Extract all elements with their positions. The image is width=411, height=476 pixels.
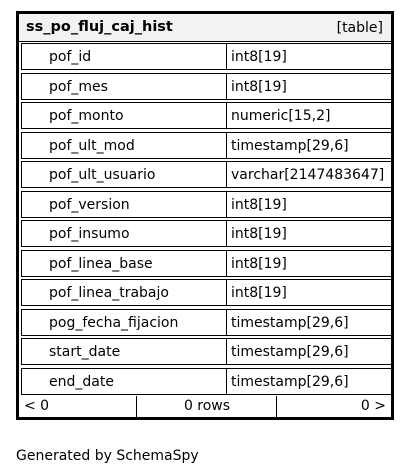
column-type-cell [226, 191, 394, 218]
column-name-cell [21, 338, 227, 365]
column-name: pof_linea_trabajo [49, 285, 169, 301]
column-type-cell [226, 220, 394, 247]
column-type: timestamp[29,6] [231, 137, 349, 154]
column-row[interactable] [19, 308, 391, 337]
column-type: int8[19] [231, 78, 287, 95]
parents-count-cell [19, 396, 137, 417]
children-count: 0 > [360, 398, 386, 414]
column-name-cell [21, 220, 227, 247]
column-type: timestamp[29,6] [231, 314, 349, 331]
table-kind-label: [table] [336, 20, 383, 36]
column-name: pof_insumo [49, 226, 130, 242]
column-type-cell [226, 102, 394, 129]
column-type: int8[19] [231, 196, 287, 213]
generated-by-text: Generated by SchemaSpy [16, 448, 199, 464]
column-type-cell [226, 73, 394, 100]
column-name: start_date [49, 344, 121, 360]
column-name-cell [21, 102, 227, 129]
column-name: pof_monto [49, 108, 124, 124]
column-row[interactable] [19, 131, 391, 160]
parents-count: < 0 [24, 398, 50, 414]
column-type: timestamp[29,6] [231, 344, 349, 360]
column-name: pof_linea_base [49, 255, 153, 272]
column-type-cell [226, 338, 394, 365]
children-count-cell [277, 396, 391, 417]
column-row[interactable] [19, 72, 391, 101]
column-type-cell [226, 250, 394, 277]
column-name-cell [21, 132, 227, 159]
table-name: ss_po_fluj_caj_hist [26, 19, 173, 35]
column-row[interactable] [19, 190, 391, 219]
column-type: varchar[2147483647] [231, 167, 385, 183]
column-name-cell [21, 250, 227, 277]
column-type-cell [226, 309, 394, 336]
column-row[interactable] [19, 160, 391, 189]
column-type-cell [226, 279, 394, 306]
column-name-cell [21, 161, 227, 188]
row-count: 0 rows [183, 398, 231, 414]
column-type-cell [226, 43, 394, 70]
column-name: pof_id [49, 49, 92, 65]
column-name-cell [21, 368, 227, 395]
column-type: numeric[15,2] [231, 108, 331, 124]
column-type-cell [226, 368, 394, 395]
column-row[interactable] [19, 219, 391, 248]
column-type-cell [226, 132, 394, 159]
column-name: pof_ult_usuario [49, 167, 156, 183]
column-type: int8[19] [231, 285, 287, 301]
row-count-cell [137, 396, 277, 417]
column-type: int8[19] [231, 255, 287, 272]
column-name: pof_version [49, 196, 130, 213]
column-name: pof_ult_mod [49, 137, 135, 154]
column-name-cell [21, 73, 227, 100]
column-type-cell [226, 161, 394, 188]
table-footer [19, 396, 391, 417]
table-header [19, 14, 391, 42]
column-type: int8[19] [231, 226, 287, 242]
column-name: pog_fecha_fijacion [49, 314, 179, 331]
table-node[interactable] [16, 11, 394, 420]
column-type: timestamp[29,6] [231, 373, 349, 390]
column-row[interactable] [19, 367, 391, 396]
column-name-cell [21, 191, 227, 218]
column-row[interactable] [19, 101, 391, 130]
column-row[interactable] [19, 249, 391, 278]
column-name-cell [21, 43, 227, 70]
column-row[interactable] [19, 337, 391, 366]
column-name: pof_mes [49, 78, 108, 95]
column-name-cell [21, 279, 227, 306]
column-row[interactable] [19, 42, 391, 71]
column-type: int8[19] [231, 49, 287, 65]
column-name-cell [21, 309, 227, 336]
column-row[interactable] [19, 278, 391, 307]
column-name: end_date [49, 373, 114, 390]
